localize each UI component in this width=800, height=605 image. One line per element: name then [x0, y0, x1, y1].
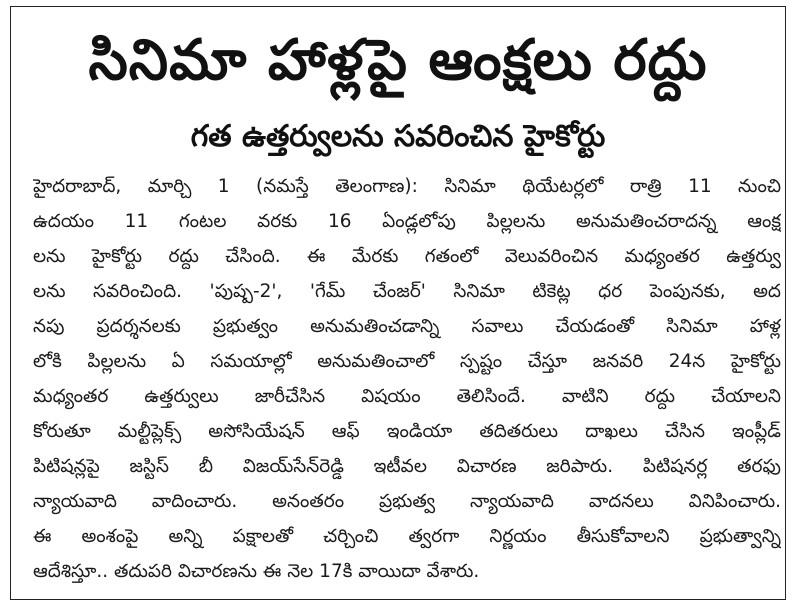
newspaper-clipping: [10, 6, 786, 600]
article-line: కోరుతూ మల్టీప్లెక్స్ అసోసియేషన్ ఆఫ్ ఇండియా తదితరులు దాఖలు చేసిన ఇంప్లీడ్: [33, 421, 781, 442]
article-line: ఆదేశిస్తూ.. తదుపరి విచారణను ఈ నెల 17కి వాయిదా వేశారు.: [33, 561, 480, 582]
article-line: లను హైకోర్టు రద్దు చేసింది. ఈ మేరకు గతంలో వెలువరించిన మధ్యంతర ఉత్తర్వు: [33, 246, 781, 267]
article-line: పిటిషన్లపై జస్టిస్ బీ విజయ్‌సేన్‌రెడ్డి ఇటీవల విచారణ జరిపారు. పిటిషనర్ల తరఫు: [33, 456, 781, 477]
article-line: లోకి పిల్లలను ఏ సమయాల్లో అనుమతించాలో స్పష్టం చేస్తూ జనవరి 24న హైకోర్టు: [33, 351, 781, 372]
subheadline: గత ఉత్తర్వులను సవరించిన హైకోర్టు: [190, 119, 606, 154]
article-line: ఈ అంశంపై అన్ని పక్షాలతో చర్చించి త్వరగా నిర్ణయం తీసుకోవాలని ప్రభుత్వాన్ని: [33, 526, 781, 547]
article-line: ఉదయం 11 గంటల వరకు 16 ఏండ్లలోపు పిల్లలను అనుమతించరాదన్న ఆంక్ష: [33, 211, 781, 232]
headline: సినిమా హాళ్లపై ఆంక్షలు రద్దు: [88, 28, 708, 93]
article-line: న్యాయవాది వాదించారు. అనంతరం ప్రభుత్వ న్యాయవాది వాదనలు వినిపించారు.: [33, 491, 781, 512]
article-body: [33, 169, 781, 589]
article-line: లను సవరించింది. 'పుష్ప-2', 'గేమ్ చేంజర్' సినిమా టికెట్ల ధర పెంపునకు, అద: [33, 281, 781, 302]
article-line: హైదరాబాద్, మార్చి 1 (నమస్తే తెలంగాణ): సినిమా థియేటర్లలో రాత్రి 11 నుంచి: [33, 176, 781, 197]
article-line: మధ్యంతర ఉత్తర్వులు జారీచేసిన విషయం తెలిసిందే. వాటిని రద్దు చేయాలని: [33, 386, 781, 407]
article-line: నపు ప్రదర్శనలకు ప్రభుత్వం అనుమతించడాన్ని సవాలు చేయడంతో సినిమా హాళ్ల: [33, 316, 781, 337]
